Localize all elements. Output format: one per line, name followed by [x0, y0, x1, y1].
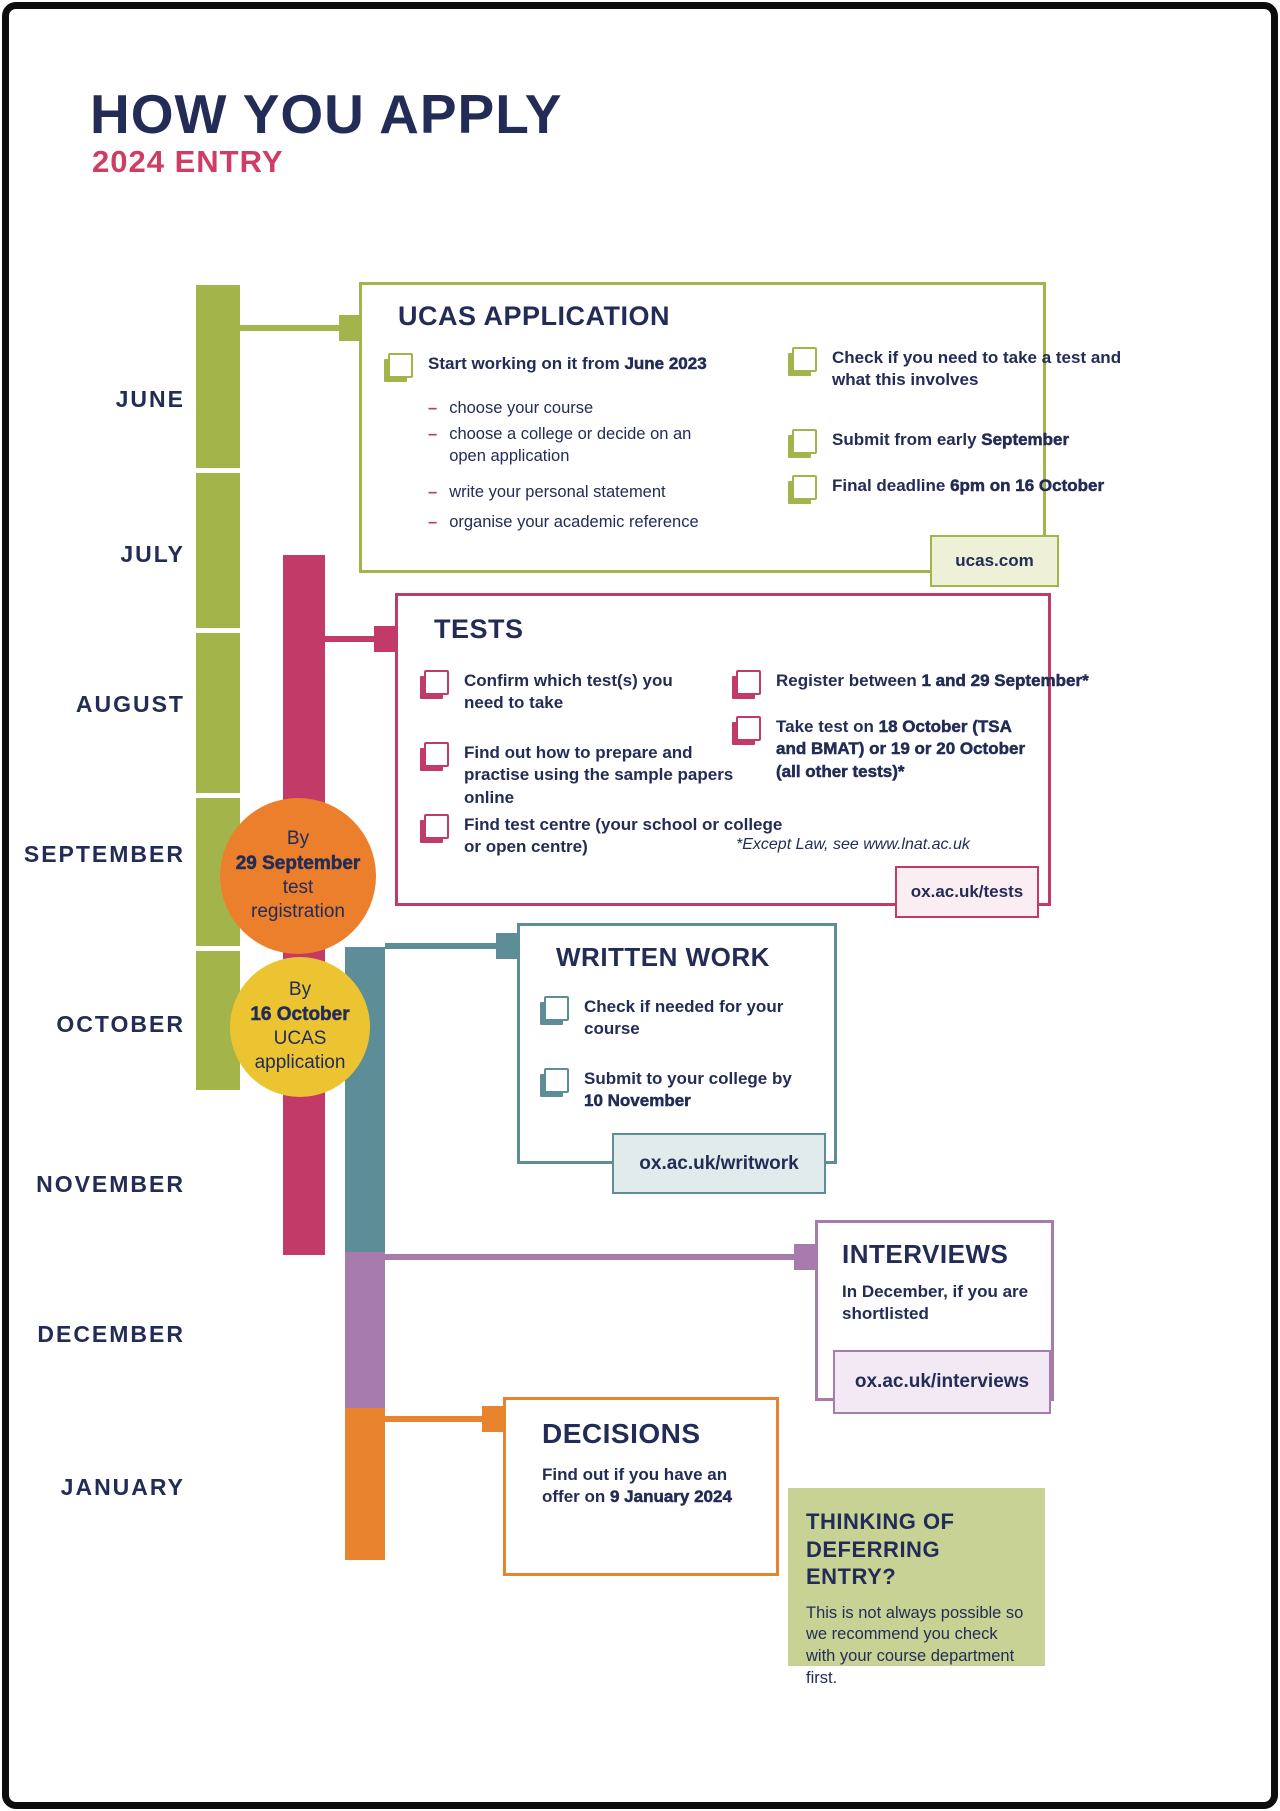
link-ox-interviews[interactable]: ox.ac.uk/interviews: [833, 1350, 1051, 1414]
month-divider-tick: [196, 946, 240, 951]
month-label-july: JULY: [120, 541, 185, 567]
circle-line: 29 September: [235, 852, 361, 874]
interviews-box-title: INTERVIEWS: [842, 1239, 1009, 1269]
month-divider-tick: [196, 793, 240, 798]
dash-bullet-icon: –: [428, 483, 438, 501]
month-label-january: JANUARY: [60, 1474, 185, 1500]
dash-bullet-icon: –: [428, 399, 438, 417]
month-label-november: NOVEMBER: [36, 1171, 185, 1197]
month-label-december: DECEMBER: [37, 1321, 185, 1347]
ucas-bullet-statement: – write your personal statement: [428, 483, 666, 501]
link-ox-tests[interactable]: ox.ac.uk/tests: [895, 866, 1039, 918]
link-ox-writwork[interactable]: ox.ac.uk/writwork: [612, 1133, 826, 1194]
deadline-circle-test-registration: [220, 798, 376, 954]
month-label-october: OCTOBER: [56, 1011, 185, 1037]
interviews-body: In December, if you are shortlisted: [842, 1282, 1029, 1324]
circle-line: By: [286, 828, 310, 850]
tests-item-take-test: Take test on 18 October (TSA and BMAT) or 19 or 20 October (all other tests)*: [776, 717, 1026, 781]
ucas-box-title: UCAS APPLICATION: [398, 301, 671, 331]
decisions-box-title: DECISIONS: [542, 1418, 701, 1449]
link-ucas-com[interactable]: ucas.com: [930, 535, 1059, 587]
ucas-bullet-college: – choose a college or decide on an open application: [428, 425, 692, 466]
deferring-entry-box: [788, 1488, 1045, 1687]
tests-item-centre: Find test centre (your school or college or open centre): [464, 815, 783, 857]
circle-line: By: [288, 979, 312, 1001]
checkbox-icon[interactable]: [424, 814, 449, 839]
checkbox-icon[interactable]: [736, 716, 761, 741]
ucas-item-deadline: Final deadline 6pm on 16 October: [832, 476, 1105, 495]
deferring-entry-title: THINKING OF DEFERRING ENTRY?: [806, 1509, 955, 1589]
tests-item-register: Register between 1 and 29 September*: [776, 671, 1089, 690]
timeline-bar-interviews: [345, 1252, 385, 1408]
page-title: HOW YOU APPLY: [90, 83, 563, 145]
written-work-box-title: WRITTEN WORK: [556, 942, 770, 972]
checkbox-icon[interactable]: [424, 742, 449, 767]
written-work-box: [517, 923, 837, 1164]
checkbox-icon[interactable]: [388, 353, 413, 378]
deferring-entry-body: This is not always possible so we recommend you check with your course department first.: [806, 1603, 1024, 1687]
tests-item-prepare: Find out how to prepare and practise using the sample papers online: [464, 743, 734, 807]
checkbox-icon[interactable]: [544, 1068, 569, 1093]
ucas-item-submit: Submit from early September: [832, 430, 1070, 449]
month-divider-tick: [196, 468, 240, 473]
checkbox-icon[interactable]: [792, 475, 817, 500]
tests-box-title: TESTS: [434, 614, 524, 644]
written-work-item-submit: Submit to your college by 10 November: [584, 1069, 792, 1111]
month-label-august: AUGUST: [75, 691, 185, 717]
dash-bullet-icon: –: [428, 425, 438, 443]
dash-bullet-icon: –: [428, 513, 438, 531]
timeline-bar-june-october: [196, 285, 240, 1090]
ucas-application-box: [359, 282, 1122, 573]
ucas-bullet-course: – choose your course: [428, 399, 594, 417]
circle-line: application: [254, 1052, 346, 1074]
tests-item-confirm: Confirm which test(s) you need to take: [464, 671, 673, 713]
month-divider-tick: [196, 628, 240, 633]
checkbox-icon[interactable]: [424, 670, 449, 695]
ucas-item-check-test: Check if you need to take a test and what this involves: [832, 348, 1122, 390]
checkbox-icon[interactable]: [544, 996, 569, 1021]
circle-line: 16 October: [250, 1003, 350, 1025]
decisions-box: [503, 1397, 779, 1576]
circle-line: UCAS: [273, 1028, 327, 1049]
circle-line: registration: [251, 901, 345, 923]
ucas-item-start: Start working on it from June 2023: [428, 354, 707, 373]
decisions-body: Find out if you have an offer on 9 January 2024: [542, 1465, 732, 1507]
page-subtitle: 2024 ENTRY: [92, 144, 284, 179]
written-work-item-check: Check if needed for your course: [584, 997, 784, 1039]
checkbox-icon[interactable]: [736, 670, 761, 695]
ucas-bullet-reference: – organise your academic reference: [428, 513, 699, 531]
checkbox-icon[interactable]: [792, 347, 817, 372]
month-label-september: SEPTEMBER: [23, 841, 185, 867]
deadline-circle-ucas-application: [230, 957, 370, 1097]
checkbox-icon[interactable]: [792, 429, 817, 454]
circle-line: test: [282, 877, 314, 898]
tests-footnote: *Except Law, see www.lnat.ac.uk: [736, 836, 970, 853]
month-label-june: JUNE: [115, 386, 185, 412]
timeline-bar-decisions: [345, 1408, 385, 1560]
connector-interviews: [385, 1254, 815, 1260]
tests-box: [395, 593, 1089, 906]
